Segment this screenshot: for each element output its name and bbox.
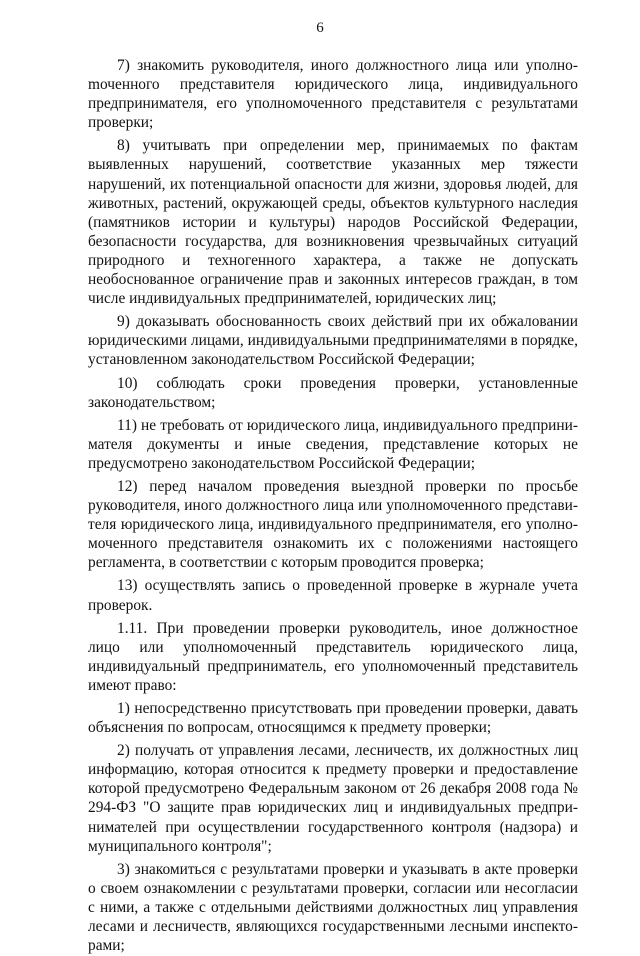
paragraph-item-11: 11) не требовать от юридического лица, индивидуального предпринимателя документы и иные сведения, представление которых не предусмотрено законодательством Российской Федерации; xyxy=(88,416,578,472)
paragraph-section-1-11: 1.11. При проведении проверки руководитель, иное должностное лицо или уполномоченный представитель юридического лица, индивидуальный предприниматель, его уполномоченный представитель имеют право: xyxy=(88,619,578,694)
paragraph-right-2: 2) получать от управления лесами, лесничеств, их должностных лиц информацию, которая относится к предмету проверки и предоставление которой предусмотрено Федеральным законом от 26 декабря 2008 года № 294-ФЗ "О защите прав юридических лиц и индивидуальных предпринимателей при осуществлении государственного контроля (надзора) и муниципального контроля"; xyxy=(88,742,578,855)
page-number: 6 xyxy=(316,20,324,36)
paragraph-item-13: 13) осуществлять запись о проведенной проверке в журнале учета проверок. xyxy=(88,577,578,614)
paragraph-item-7: 7) знакомить руководителя, иного должностного лица или уполноmоченного представителя юридического лица, индивидуального предпринимателя, его уполномоченного представителя с результатами проверки; xyxy=(88,57,578,132)
paragraph-item-9: 9) доказывать обоснованность своих действий при их обжаловании юридическими лицами, индивидуальными предпринимателями в порядке, установленном законодательством Российской Федерации; xyxy=(88,313,578,369)
paragraph-item-10: 10) соблюдать сроки проведения проверки, установленные законодательством; xyxy=(88,374,578,411)
paragraph-right-1: 1) непосредственно присутствовать при проведении проверки, давать объяснения по вопросам, относящимся к предмету проверки; xyxy=(88,700,578,737)
paragraph-item-8: 8) учитывать при определении мер, принимаемых по фактам выявленных нарушений, соответствие указанных мер тяжести нарушений, их потенциальной опасности для жизни, здоровья людей, для животных, растений, окружающей среды, объектов культурного наследия (памятников истории и культуры) народов Российской Федерации, безопасности государства, для возникновения чрезвычайных ситуаций природного и техногенного характера, а также не допускать необоснованное ограничение прав и законных интересов граждан, в том числе индивидуальных предпринимателей, юридических лиц; xyxy=(88,137,578,308)
document-body xyxy=(88,56,578,956)
paragraph-item-12: 12) перед началом проведения выездной проверки по просьбе руководителя, иного должностного лица или уполномоченного представителя юридического лица, индивидуального предпринимателя, его уполномоченного представителя ознакомить их с положениями настоящего регламента, в соответствии с которым проводится проверка; xyxy=(88,477,578,572)
paragraph-right-3: 3) знакомиться с результатами проверки и указывать в акте проверки о своем ознакомлении с результатами проверки, согласии или несогласии с ними, а также с отдельными действиями должностных лиц управления лесами и лесничеств, являющихся государственными лесными инспекторами; xyxy=(88,860,578,955)
